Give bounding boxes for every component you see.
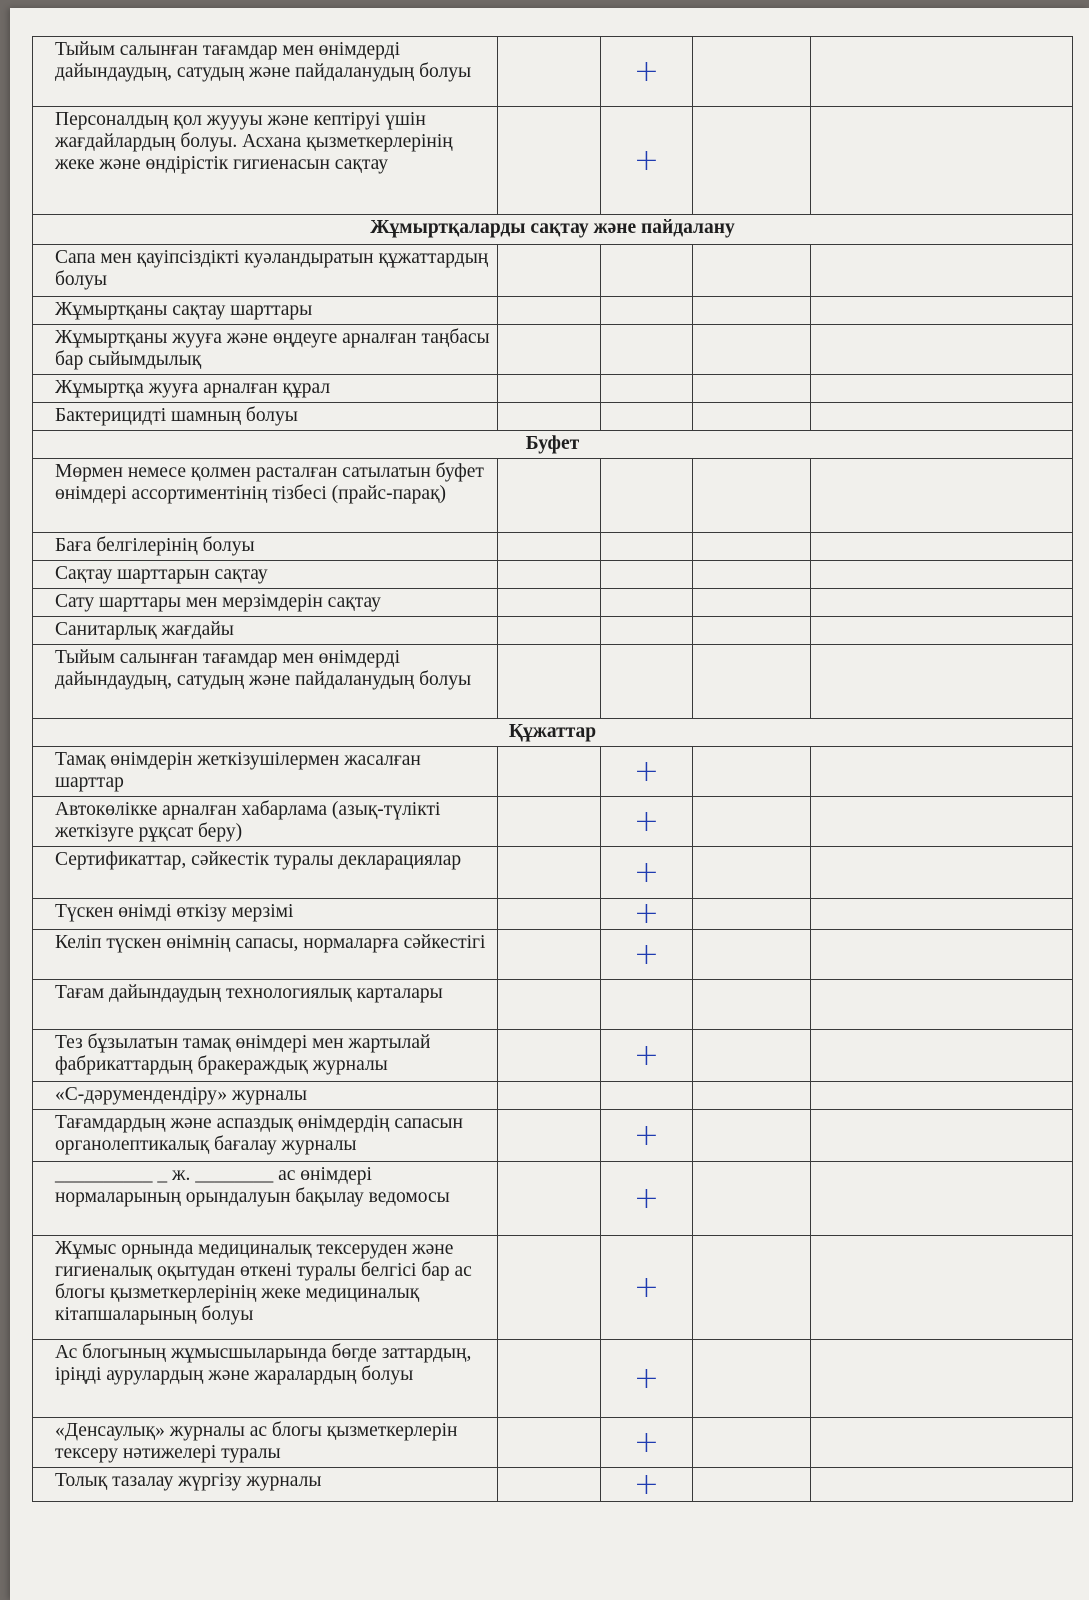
- table-row: [33, 1236, 1073, 1340]
- empty-cell: [811, 1082, 1073, 1110]
- table-row: [33, 645, 1073, 719]
- empty-cell: [693, 617, 811, 645]
- check-cell: [601, 617, 693, 645]
- check-mark: +: [633, 142, 660, 178]
- empty-cell: [811, 1030, 1073, 1082]
- empty-cell: [498, 980, 601, 1030]
- table-row: [33, 325, 1073, 375]
- empty-cell: [693, 1418, 811, 1468]
- empty-cell: [498, 533, 601, 561]
- section-row: [33, 215, 1073, 245]
- empty-cell: [693, 899, 811, 930]
- requirement-label: Тағамдардың және аспаздық өнімдердің сапасын органолептикалық бағалау журналы: [33, 1110, 498, 1162]
- requirement-label: Толық тазалау жүргізу журналы: [33, 1468, 498, 1502]
- requirement-label: Сақтау шарттарын сақтау: [33, 561, 498, 589]
- requirement-label: Бактерицидті шамның болуы: [33, 403, 498, 431]
- paper-sheet: [10, 8, 1089, 1600]
- requirement-label: Персоналдың қол жуууы және кептіруі үшін жағдайлардың болуы. Асхана қызметкерлерінің жеке және өндірістік гигиенасын сақтау: [33, 107, 498, 215]
- check-mark: +: [633, 1117, 660, 1153]
- table-row: [33, 1418, 1073, 1468]
- empty-cell: [693, 561, 811, 589]
- table-row: [33, 245, 1073, 297]
- section-heading: Жұмыртқаларды сақтау және пайдалану: [33, 215, 1073, 245]
- requirement-label: Тез бұзылатын тамақ өнімдері мен жартылай фабрикаттардың бракераждық журналы: [33, 1030, 498, 1082]
- check-cell: [601, 459, 693, 533]
- empty-cell: [498, 403, 601, 431]
- check-mark: +: [633, 1037, 660, 1073]
- requirement-label: Тыйым салынған тағамдар мен өнімдерді дайындаудың, сатудың және пайдаланудың болуы: [33, 37, 498, 107]
- requirement-label: Тамақ өнімдерін жеткізушілермен жасалған шарттар: [33, 747, 498, 797]
- check-cell: [601, 403, 693, 431]
- section-row: [33, 719, 1073, 747]
- empty-cell: [811, 325, 1073, 375]
- empty-cell: [498, 107, 601, 215]
- empty-cell: [693, 1162, 811, 1236]
- check-cell: [601, 930, 693, 980]
- empty-cell: [811, 1418, 1073, 1468]
- check-cell: [601, 1236, 693, 1340]
- check-cell: [601, 1030, 693, 1082]
- empty-cell: [811, 980, 1073, 1030]
- requirement-label: Жұмыртқаны сақтау шарттары: [33, 297, 498, 325]
- empty-cell: [811, 561, 1073, 589]
- table-row: [33, 1340, 1073, 1418]
- requirement-label: Сапа мен қауіпсіздікті куәландыратын құжаттардың болуы: [33, 245, 498, 297]
- empty-cell: [498, 1236, 601, 1340]
- empty-cell: [693, 1236, 811, 1340]
- check-cell: [601, 533, 693, 561]
- table-row: [33, 899, 1073, 930]
- check-cell: [601, 245, 693, 297]
- empty-cell: [693, 1468, 811, 1502]
- check-cell: [601, 325, 693, 375]
- requirement-label: Жұмыртқаны жууға және өңдеуге арналған таңбасы бар сыйымдылық: [33, 325, 498, 375]
- empty-cell: [811, 847, 1073, 899]
- table-row: [33, 797, 1073, 847]
- empty-cell: [693, 797, 811, 847]
- empty-cell: [693, 297, 811, 325]
- check-cell: [601, 896, 693, 931]
- empty-cell: [811, 403, 1073, 431]
- table-row: [33, 403, 1073, 431]
- empty-cell: [811, 1236, 1073, 1340]
- empty-cell: [693, 403, 811, 431]
- empty-cell: [811, 459, 1073, 533]
- empty-cell: [693, 747, 811, 797]
- empty-cell: [811, 297, 1073, 325]
- empty-cell: [811, 1162, 1073, 1236]
- table-row: [33, 847, 1073, 899]
- empty-cell: [811, 899, 1073, 930]
- check-cell: [601, 107, 693, 215]
- requirement-label: «С-дәрумендендіру» журналы: [33, 1082, 498, 1110]
- table-row: [33, 747, 1073, 797]
- requirement-label: Ас блогының жұмысшыларында бөгде заттардың, іріңді аурулардың және жаралардың болуы: [33, 1340, 498, 1418]
- requirement-label: Келіп түскен өнімнің сапасы, нормаларға сәйкестігі: [33, 930, 498, 980]
- empty-cell: [498, 459, 601, 533]
- empty-cell: [498, 1162, 601, 1236]
- empty-cell: [498, 930, 601, 980]
- requirement-label: __________ _ ж. ________ ас өнімдері нормаларының орындалуын бақылау ведомосы: [33, 1162, 498, 1236]
- empty-cell: [498, 1110, 601, 1162]
- table-row: [33, 1082, 1073, 1110]
- section-heading: Құжаттар: [33, 719, 1073, 747]
- check-mark: +: [633, 753, 660, 789]
- table-row: [33, 561, 1073, 589]
- empty-cell: [811, 797, 1073, 847]
- empty-cell: [811, 930, 1073, 980]
- table-row: [33, 37, 1073, 107]
- check-mark: +: [633, 1424, 660, 1460]
- empty-cell: [693, 375, 811, 403]
- check-mark: +: [633, 896, 660, 931]
- empty-cell: [498, 747, 601, 797]
- empty-cell: [498, 1468, 601, 1502]
- empty-cell: [693, 1340, 811, 1418]
- requirement-label: Тыйым салынған тағамдар мен өнімдерді дайындаудың, сатудың және пайдаланудың болуы: [33, 645, 498, 719]
- empty-cell: [498, 847, 601, 899]
- check-cell: [601, 847, 693, 899]
- check-mark: +: [633, 53, 660, 89]
- empty-cell: [693, 1110, 811, 1162]
- empty-cell: [498, 325, 601, 375]
- empty-cell: [693, 589, 811, 617]
- requirement-label: Түскен өнімді өткізу мерзімі: [33, 899, 498, 930]
- table-row: [33, 459, 1073, 533]
- empty-cell: [693, 847, 811, 899]
- empty-cell: [811, 375, 1073, 403]
- empty-cell: [811, 1468, 1073, 1502]
- table-row: [33, 930, 1073, 980]
- empty-cell: [811, 617, 1073, 645]
- requirement-label: Жұмыс орнында медициналық тексеруден және гигиеналық оқытудан өткені туралы белгісі бар ас блогы қызметкерлерінің жеке медициналық кітапшаларының болуы: [33, 1236, 498, 1340]
- empty-cell: [498, 899, 601, 930]
- check-cell: [601, 589, 693, 617]
- empty-cell: [693, 1082, 811, 1110]
- requirement-label: Сертификаттар, сәйкестік туралы декларациялар: [33, 847, 498, 899]
- empty-cell: [693, 459, 811, 533]
- empty-cell: [693, 930, 811, 980]
- empty-cell: [498, 1418, 601, 1468]
- empty-cell: [811, 533, 1073, 561]
- empty-cell: [693, 325, 811, 375]
- empty-cell: [693, 980, 811, 1030]
- empty-cell: [498, 589, 601, 617]
- check-cell: [601, 561, 693, 589]
- empty-cell: [693, 533, 811, 561]
- empty-cell: [693, 37, 811, 107]
- table-row: [33, 589, 1073, 617]
- table-row: [33, 980, 1073, 1030]
- check-cell: [601, 1162, 693, 1236]
- table-row: [33, 533, 1073, 561]
- empty-cell: [693, 245, 811, 297]
- empty-cell: [811, 1110, 1073, 1162]
- section-row: [33, 431, 1073, 459]
- table-row: [33, 375, 1073, 403]
- check-mark: +: [633, 854, 660, 890]
- empty-cell: [811, 589, 1073, 617]
- empty-cell: [693, 1030, 811, 1082]
- empty-cell: [498, 645, 601, 719]
- check-mark: +: [633, 1466, 660, 1502]
- requirement-label: Жұмыртқа жууға арналған құрал: [33, 375, 498, 403]
- requirement-label: Баға белгілерінің болуы: [33, 533, 498, 561]
- table-row: [33, 1468, 1073, 1502]
- check-cell: [601, 980, 693, 1030]
- empty-cell: [498, 1082, 601, 1110]
- empty-cell: [811, 645, 1073, 719]
- empty-cell: [498, 1340, 601, 1418]
- check-cell: [601, 1468, 693, 1502]
- check-cell: [601, 1110, 693, 1162]
- requirement-label: Сату шарттары мен мерзімдерін сақтау: [33, 589, 498, 617]
- requirement-label: Тағам дайындаудың технологиялық карталары: [33, 980, 498, 1030]
- empty-cell: [811, 245, 1073, 297]
- requirement-label: «Денсаулық» журналы ас блогы қызметкерлерін тексеру нәтижелері туралы: [33, 1418, 498, 1468]
- empty-cell: [498, 375, 601, 403]
- section-heading: Буфет: [33, 431, 1073, 459]
- empty-cell: [811, 747, 1073, 797]
- check-mark: +: [633, 1269, 660, 1305]
- table-row: [33, 617, 1073, 645]
- empty-cell: [693, 645, 811, 719]
- empty-cell: [498, 297, 601, 325]
- check-cell: [601, 645, 693, 719]
- check-cell: [601, 375, 693, 403]
- check-cell: [601, 797, 693, 847]
- check-mark: +: [633, 803, 660, 839]
- check-cell: [601, 747, 693, 797]
- empty-cell: [498, 37, 601, 107]
- requirement-label: Санитарлық жағдайы: [33, 617, 498, 645]
- empty-cell: [811, 37, 1073, 107]
- empty-cell: [498, 797, 601, 847]
- table-row: [33, 1030, 1073, 1082]
- check-cell: [601, 1418, 693, 1468]
- requirement-label: Мөрмен немесе қолмен расталған сатылатын буфет өнімдері ассортиментінің тізбесі (прайс-парақ): [33, 459, 498, 533]
- table-row: [33, 1162, 1073, 1236]
- checklist-table: [32, 36, 1073, 1502]
- check-mark: +: [633, 1360, 660, 1396]
- table-row: [33, 297, 1073, 325]
- empty-cell: [498, 561, 601, 589]
- check-cell: [601, 37, 693, 107]
- check-mark: +: [633, 936, 660, 972]
- empty-cell: [498, 245, 601, 297]
- requirement-label: Автокөлікке арналған хабарлама (азық-түлікті жеткізуге рұқсат беру): [33, 797, 498, 847]
- table-row: [33, 1110, 1073, 1162]
- check-cell: [601, 1340, 693, 1418]
- table-row: [33, 107, 1073, 215]
- check-mark: +: [633, 1180, 660, 1216]
- empty-cell: [811, 1340, 1073, 1418]
- empty-cell: [498, 1030, 601, 1082]
- check-cell: [601, 1082, 693, 1110]
- check-cell: [601, 297, 693, 325]
- empty-cell: [498, 617, 601, 645]
- empty-cell: [811, 107, 1073, 215]
- empty-cell: [693, 107, 811, 215]
